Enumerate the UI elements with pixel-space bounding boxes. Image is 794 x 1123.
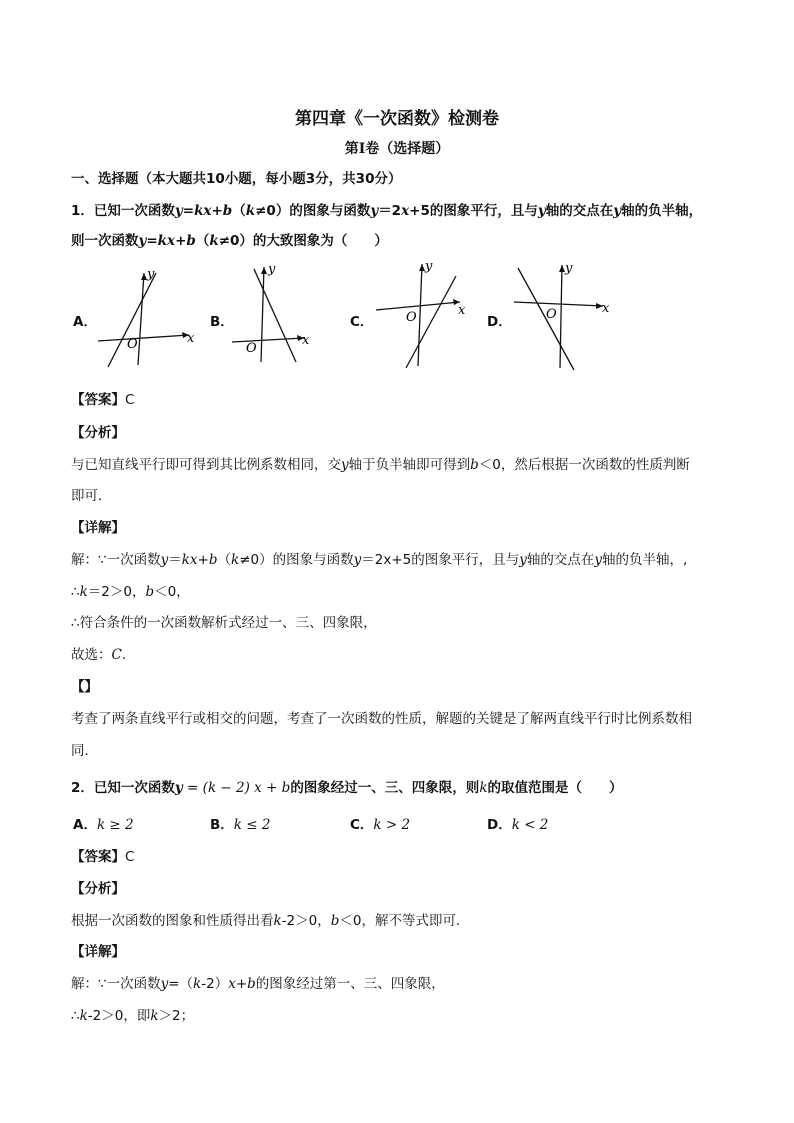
q1-analysis-line1: 与已知直线平行即可得到其比例系数相同，交y轴于负半轴即可得到b＜0，然后根据一次函数的性质判断	[71, 457, 690, 473]
q1-option-c-label: C．	[350, 314, 374, 330]
q1-option-d-graph	[510, 260, 620, 375]
y-axis	[261, 267, 264, 362]
q1-detail-line3: ∴符合条件的一次函数解析式经过一、三、四象限，	[71, 615, 377, 631]
origin-label: O	[127, 337, 138, 352]
q1-detail-line2: ∴k＝2＞0，b＜0，	[71, 584, 190, 600]
y-axis	[560, 265, 562, 368]
q2-option-c: C．k > 2	[350, 817, 411, 833]
x-axis-label: x	[602, 301, 610, 316]
y-axis-label: y	[147, 267, 155, 282]
y-axis-arrow	[261, 267, 267, 274]
y-axis	[138, 273, 144, 365]
x-axis-label: x	[458, 303, 466, 318]
y-axis-label: y	[268, 262, 276, 277]
q1-option-a-label: A．	[73, 314, 97, 330]
x-axis	[98, 335, 189, 341]
origin-label: O	[546, 307, 557, 322]
q1-answer: 【答案】C	[71, 392, 135, 408]
function-line	[108, 273, 156, 367]
x-axis	[376, 302, 460, 310]
y-axis-label: y	[565, 261, 573, 276]
q1-option-b-graph	[228, 262, 338, 367]
q1-analysis-label: 【分析】	[71, 425, 125, 441]
document-title: 第四章《一次函数》检测卷	[295, 109, 499, 129]
q1-option-b-label: B．	[210, 314, 234, 330]
q1-option-c-graph	[372, 258, 482, 373]
x-axis-label: x	[187, 331, 195, 346]
x-axis-label: x	[302, 333, 310, 348]
q2-option-a: A．k ≥ 2	[73, 817, 134, 833]
q2-stem: 2．已知一次函数y = (k − 2) x + b的图象经过一、三、四象限，则k的取值范围是（ ）	[71, 780, 623, 796]
q1-analysis-line2: 即可．	[71, 488, 112, 504]
q2-analysis-label: 【分析】	[71, 881, 125, 897]
q1-option-a-graph	[94, 265, 204, 370]
q1-detail-line1: 解：∵一次函数y＝kx+b（k≠0）的图象与函数y＝2x+5的图象平行，且与y轴的交点在y轴的负半轴，,	[71, 552, 688, 568]
section-heading: 一、选择题（本大题共10小题，每小题3分，共30分）	[71, 171, 402, 187]
q2-option-d: D．k < 2	[487, 817, 549, 833]
q2-answer: 【答案】C	[71, 849, 135, 865]
q2-detail-line1: 解：∵一次函数y=（k-2）x+b的图象经过第一、三、四象限，	[71, 976, 445, 992]
q1-detail-line4: 故选：C．	[71, 647, 136, 663]
q1-option-d-label: D．	[487, 314, 512, 330]
y-axis	[418, 264, 422, 366]
function-line	[254, 269, 296, 362]
q2-detail-line2: ∴k-2＞0，即k＞2；	[71, 1008, 195, 1024]
q1-comment-label: 【】	[71, 679, 98, 695]
origin-label: O	[406, 310, 417, 325]
q1-detail-label: 【详解】	[71, 520, 125, 536]
q1-stem-line1: 1．已知一次函数y=kx+b（k≠0）的图象与函数y＝2x+5的图象平行，且与y轴的交点在y轴的负半轴，	[71, 203, 703, 219]
q1-comment-line1: 考查了两条直线平行或相交的问题，考查了一次函数的性质，解题的关键是了解两直线平行时比例系数相	[71, 711, 692, 727]
q2-option-b: B．k ≤ 2	[210, 817, 271, 833]
x-axis	[232, 338, 304, 342]
x-axis	[514, 302, 603, 306]
y-axis-label: y	[425, 259, 433, 274]
q1-stem-line2: 则一次函数y=kx+b（k≠0）的大致图象为（ ）	[71, 233, 388, 249]
origin-label: O	[246, 341, 257, 356]
q2-detail-label: 【详解】	[71, 944, 125, 960]
q1-comment-line2: 同．	[71, 743, 98, 759]
document-subtitle: 第I卷（选择题）	[344, 141, 450, 157]
q2-analysis-line1: 根据一次函数的图象和性质得出看k-2＞0，b＜0，解不等式即可．	[71, 913, 470, 929]
